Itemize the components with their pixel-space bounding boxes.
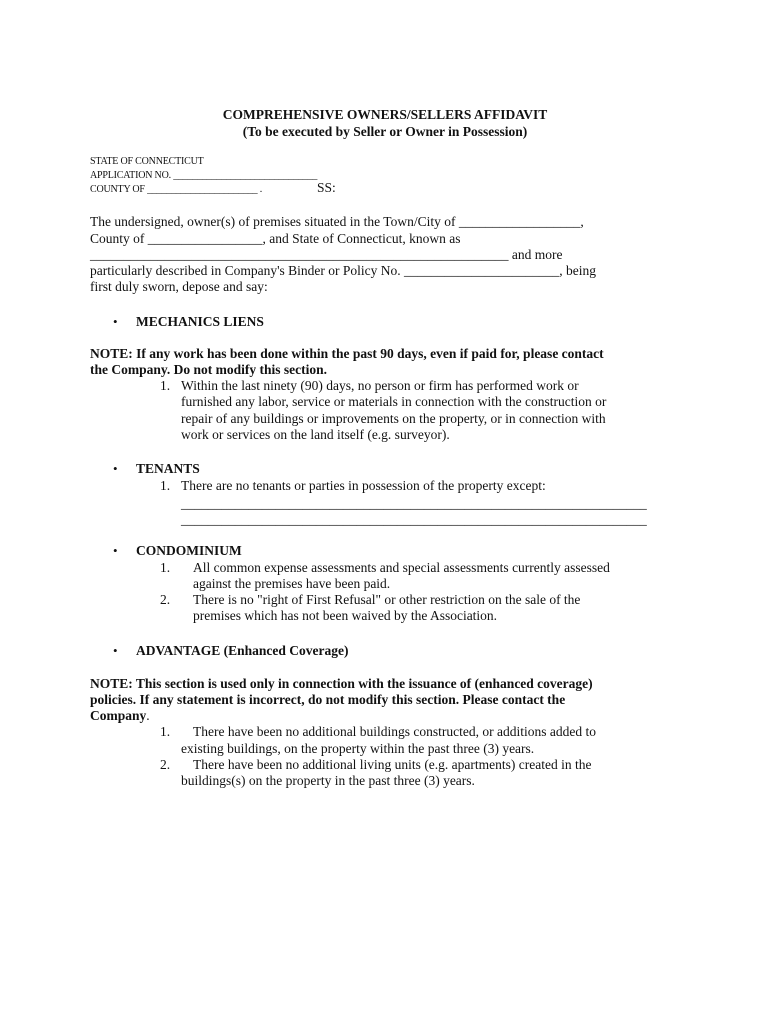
advantage-note-line-3 — [90, 708, 150, 724]
tenants-item-number: 1. — [160, 478, 171, 493]
advantage-note-line-2: policies. If any statement is incorrect, do not modify this section. Please contact the — [90, 692, 566, 707]
mechanics-item-line-1: Within the last ninety (90) days, no person or firm has performed work or — [181, 378, 579, 393]
advantage-item-1-line-2: existing buildings, on the property within the past three (3) years. — [181, 741, 535, 756]
venue-county: COUNTY OF _______________________ . — [90, 184, 263, 195]
mechanics-item-number: 1. — [160, 378, 171, 393]
venue-state: STATE OF CONNECTICUT — [90, 156, 204, 167]
mechanics-note-line-1: NOTE: If any work has been done within the past 90 days, even if paid for, please contact — [90, 346, 604, 361]
section-heading-tenants: TENANTS — [136, 461, 200, 476]
advantage-item-2-number: 2. — [160, 757, 171, 772]
mechanics-item-line-3: repair of any buildings or improvements on the property, or in connection with — [181, 411, 606, 426]
intro-line-1: The undersigned, owner(s) of premises situated in the Town/City of __________________, — [90, 214, 584, 229]
intro-line-5: first duly sworn, depose and say: — [90, 279, 268, 294]
condo-item-2-line-2: premises which has not been waived by the Association. — [193, 608, 498, 623]
venue-ss: SS: — [317, 180, 336, 195]
document-subtitle: (To be executed by Seller or Owner in Possession) — [242, 124, 528, 139]
condo-item-1-number: 1. — [160, 560, 171, 575]
tenants-blank-line-2: _____________________________________________________________________ — [181, 512, 647, 527]
advantage-item-1-number: 1. — [160, 724, 171, 739]
advantage-item-1-line-1: There have been no additional buildings constructed, or additions added to — [193, 724, 597, 739]
bullet-icon: • — [113, 643, 118, 658]
condo-item-2-line-1: There is no "right of First Refusal" or other restriction on the sale of the — [193, 592, 581, 607]
mechanics-item-line-4: work or services on the land itself (e.g. surveyor). — [181, 427, 450, 442]
section-heading-condominium: CONDOMINIUM — [136, 543, 242, 558]
tenants-blank-line-1: _____________________________________________________________________ — [181, 496, 647, 511]
advantage-item-2-line-2: buildings(s) on the property in the past three (3) years. — [181, 773, 475, 788]
mechanics-item-line-2: furnished any labor, service or materials in connection with the construction or — [181, 394, 607, 409]
intro-line-4: particularly described in Company's Binder or Policy No. _______________________, being — [90, 263, 596, 278]
section-heading-mechanics-liens: MECHANICS LIENS — [136, 314, 264, 329]
advantage-note-period: . — [146, 708, 150, 723]
bullet-icon: • — [113, 461, 118, 476]
venue-application: APPLICATION NO. ______________________________ — [90, 170, 318, 181]
bullet-icon: • — [113, 543, 118, 558]
condo-item-2-number: 2. — [160, 592, 171, 607]
section-heading-advantage: ADVANTAGE (Enhanced Coverage) — [136, 643, 349, 658]
intro-line-2: County of _________________, and State of Connecticut, known as — [90, 231, 461, 246]
document-title: COMPREHENSIVE OWNERS/SELLERS AFFIDAVIT — [222, 107, 548, 122]
condo-item-1-line-2: against the premises have been paid. — [193, 576, 391, 591]
intro-line-3: ______________________________________________________________ and more — [90, 247, 563, 262]
bullet-icon: • — [113, 314, 118, 329]
mechanics-note-line-2: the Company. Do not modify this section. — [90, 362, 328, 377]
tenants-item-line-1: There are no tenants or parties in possession of the property except: — [181, 478, 546, 493]
advantage-item-2-line-1: There have been no additional living units (e.g. apartments) created in the — [193, 757, 592, 772]
advantage-note-line-1: NOTE: This section is used only in connection with the issuance of (enhanced coverage) — [90, 676, 593, 691]
advantage-note-company: Company — [90, 708, 147, 723]
condo-item-1-line-1: All common expense assessments and special assessments currently assessed — [193, 560, 610, 575]
